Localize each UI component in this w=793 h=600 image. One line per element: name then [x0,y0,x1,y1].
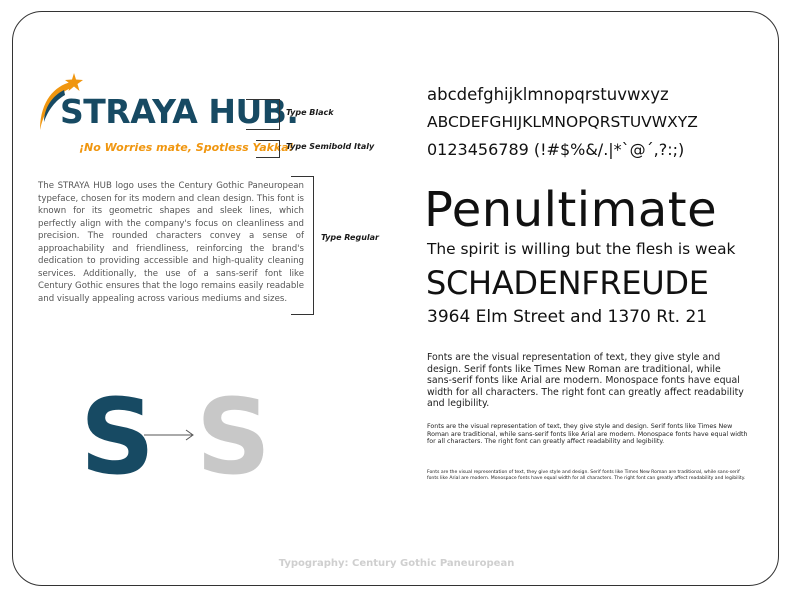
specimen-sentence: The spirit is willing but the flesh is weak [427,240,736,258]
specimen-address: 3964 Elm Street and 1370 Rt. 21 [427,307,708,327]
arrow-right-icon [142,428,196,442]
letter-s-brand: S [80,376,155,498]
annotation-body-type: Type Regular [321,233,379,242]
specimen-numbers: 0123456789 (!#$%&/.|*`@´,?:;) [427,140,685,159]
logo-wordmark: STRAYA HUB. [60,92,299,131]
annotation-tagline-type: Type Semibold Italy [286,142,375,151]
paragraph-sample-medium: Fonts are the visual representation of text, they give style and design. Serif fonts like Times New Roman are traditional, while sans-serif fonts like Arial are modern. Monospace fonts have equal width for all characters. The right font can greatly affect readability and legibility. [427,423,748,446]
tagline-bracket [256,140,280,158]
logo-description: The STRAYA HUB logo uses the Century Gothic Paneuropean typeface, chosen for its modern and clean design. This font is known for its geometric shapes and sleek lines, which perfectly align with the company's focus on cleanliness and precision. The rounded characters convey a sense of approachability and friendliness, reinforcing the brand's dedication to providing accessible and high-quality cleaning services. Additionally, the use of a sans-serif font like Century Gothic ensures that the logo remains easily readable and visually appealing across various mediums and sizes. [38,181,304,304]
specimen-large-word: Penultimate [424,182,718,238]
paragraph-sample-large: Fonts are the visual representation of text, they give style and design. Serif fonts like Times New Roman are traditional, while sans-serif fonts like Arial are modern. Monospace fonts have equal width for all characters. The right font can greatly affect readability and legibility. [427,352,744,409]
letter-s-gray: S [196,376,271,498]
logo-bracket [246,99,280,130]
paragraph-sample-small: Fonts are the visual representation of text, they give style and design. Serif fonts like Times New Roman are traditional, while sans-serif fonts like Arial are modern. Monospace fonts have equal width for all characters. The right font can greatly affect readability and legibility. [427,470,746,481]
specimen-uppercase: ABCDEFGHIJKLMNOPQRSTUVWXYZ [427,113,698,131]
footer-caption: Typography: Century Gothic Paneuropean [278,558,515,569]
specimen-lowercase: abcdefghijklmnopqrstuvwxyz [427,85,669,104]
annotation-logo-type: Type Black [286,108,334,117]
specimen-caps-word: SCHADENFREUDE [426,264,709,302]
logo-star-icon [65,73,83,91]
logo-tagline: ¡No Worries mate, Spotless Yakka! [79,141,294,154]
